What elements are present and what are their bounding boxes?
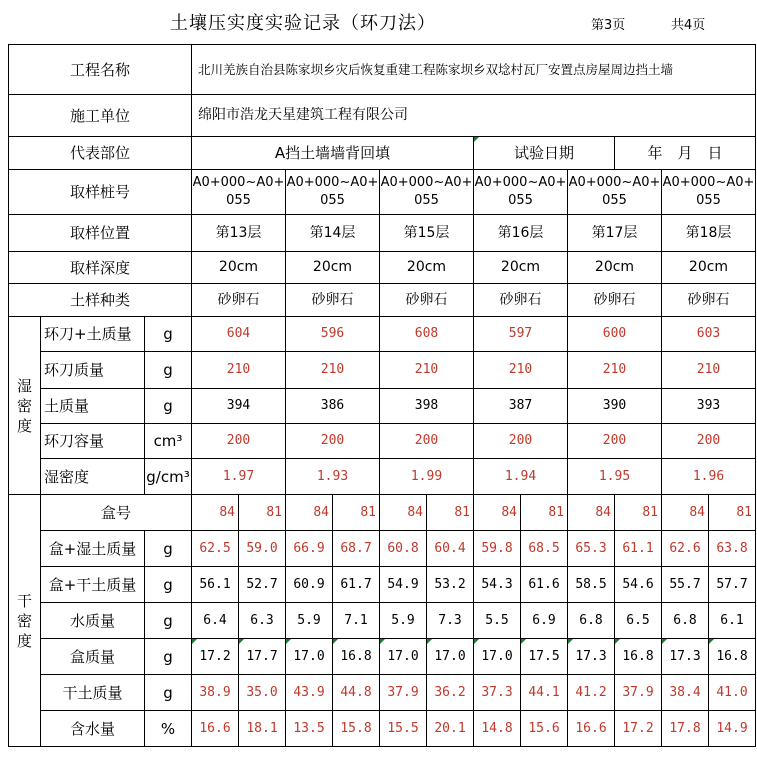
record-table (8, 44, 756, 747)
soil-cell: 砂卵石 (380, 284, 474, 317)
dry-value-cell: 52.7 (239, 567, 286, 603)
position-cell: 第14层 (286, 215, 380, 252)
box-number-cell: 81 (615, 495, 662, 531)
dry-value-cell: 54.6 (615, 567, 662, 603)
wet-density-group-label (9, 317, 41, 495)
dry-value-cell: 15.5 (380, 711, 427, 747)
wet-row (9, 424, 756, 459)
dry-row-unit: % (145, 711, 192, 747)
dry-row-label: 盒质量 (41, 639, 145, 675)
dry-row (9, 711, 756, 747)
dry-value-cell: 59.0 (239, 531, 286, 567)
dry-row-unit: g (145, 639, 192, 675)
wet-row-unit: g (145, 389, 192, 424)
dry-value-cell: 16.6 (192, 711, 239, 747)
box-number-cell: 84 (380, 495, 427, 531)
box-number-cell: 84 (568, 495, 615, 531)
wet-value-cell: 1.96 (662, 459, 756, 495)
box-number-label: 盒号 (41, 495, 192, 531)
position-cell: 第15层 (380, 215, 474, 252)
dry-value-cell: 16.6 (568, 711, 615, 747)
sheet-title: 土壤压实度实验记录（环刀法） (170, 13, 436, 34)
contractor-label: 施工单位 (9, 95, 192, 137)
soil-cell: 砂卵石 (286, 284, 380, 317)
dry-value-cell: 41.2 (568, 675, 615, 711)
part-value: A挡土墙墙背回填 (192, 137, 474, 170)
wet-value-cell: 210 (474, 352, 568, 389)
depth-cell: 20cm (192, 252, 286, 284)
date-value: 年 月 日 (615, 137, 756, 170)
dry-value-cell: 38.9 (192, 675, 239, 711)
box-number-cell: 84 (286, 495, 333, 531)
soil-cell: 砂卵石 (568, 284, 662, 317)
dry-row-label: 水质量 (41, 603, 145, 639)
dry-value-cell: 65.3 (568, 531, 615, 567)
dry-value-cell: 20.1 (427, 711, 474, 747)
dry-value-cell: 5.9 (380, 603, 427, 639)
wet-value-cell: 387 (474, 389, 568, 424)
project-value: 北川羌族自治县陈家坝乡灾后恢复重建工程陈家坝乡双埝村瓦厂安置点房屋周边挡土墙 (192, 45, 756, 95)
wet-value-cell: 210 (568, 352, 662, 389)
project-row (9, 45, 756, 95)
box-number-cell: 81 (239, 495, 286, 531)
dry-value-cell: 17.8 (662, 711, 709, 747)
depth-cell: 20cm (286, 252, 380, 284)
wet-value-cell: 600 (568, 317, 662, 352)
soil-cell: 砂卵石 (662, 284, 756, 317)
wet-row (9, 352, 756, 389)
wet-row-unit: cm³ (145, 424, 192, 459)
dry-value-cell: 68.7 (333, 531, 380, 567)
dry-value-cell: 17.5 (521, 639, 568, 675)
dry-value-cell: 60.4 (427, 531, 474, 567)
wet-value-cell: 210 (286, 352, 380, 389)
dry-row (9, 639, 756, 675)
dry-value-cell: 41.0 (709, 675, 756, 711)
depth-cell: 20cm (662, 252, 756, 284)
wet-value-cell: 200 (380, 424, 474, 459)
position-cell: 第17层 (568, 215, 662, 252)
dry-value-cell: 55.7 (662, 567, 709, 603)
contractor-row (9, 95, 756, 137)
dry-value-cell: 16.8 (615, 639, 662, 675)
dry-value-cell: 16.8 (709, 639, 756, 675)
dry-value-cell: 54.9 (380, 567, 427, 603)
page-number: 第3页 (591, 18, 626, 33)
stake-cell: A0+000~A0+055 (286, 170, 380, 215)
dry-value-cell: 6.4 (192, 603, 239, 639)
dry-value-cell: 60.8 (380, 531, 427, 567)
position-cell: 第18层 (662, 215, 756, 252)
depth-cell: 20cm (568, 252, 662, 284)
position-cell: 第16层 (474, 215, 568, 252)
dry-row-unit: g (145, 567, 192, 603)
wet-value-cell: 210 (380, 352, 474, 389)
dry-value-cell: 43.9 (286, 675, 333, 711)
dry-value-cell: 56.1 (192, 567, 239, 603)
dry-row-label: 含水量 (41, 711, 145, 747)
dry-value-cell: 62.5 (192, 531, 239, 567)
dry-value-cell: 36.2 (427, 675, 474, 711)
depth-label: 取样深度 (9, 252, 192, 284)
stake-cell: A0+000~A0+055 (568, 170, 662, 215)
stake-cell: A0+000~A0+055 (192, 170, 286, 215)
box-number-cell: 84 (474, 495, 521, 531)
dry-row-label: 干土质量 (41, 675, 145, 711)
dry-row-unit: g (145, 603, 192, 639)
dry-value-cell: 5.9 (286, 603, 333, 639)
stake-cell: A0+000~A0+055 (474, 170, 568, 215)
wet-value-cell: 604 (192, 317, 286, 352)
dry-row (9, 675, 756, 711)
wet-value-cell: 210 (662, 352, 756, 389)
dry-value-cell: 6.9 (521, 603, 568, 639)
dry-value-cell: 16.8 (333, 639, 380, 675)
wet-value-cell: 398 (380, 389, 474, 424)
box-number-row (9, 495, 756, 531)
wet-density-group-text: 湿密度 (16, 376, 32, 435)
wet-value-cell: 394 (192, 389, 286, 424)
dry-value-cell: 57.7 (709, 567, 756, 603)
dry-value-cell: 6.3 (239, 603, 286, 639)
wet-row-label: 湿密度 (41, 459, 145, 495)
position-row (9, 215, 756, 252)
dry-value-cell: 53.2 (427, 567, 474, 603)
dry-value-cell: 68.5 (521, 531, 568, 567)
box-number-cell: 81 (709, 495, 756, 531)
dry-value-cell: 37.9 (615, 675, 662, 711)
stake-label: 取样桩号 (9, 170, 192, 215)
dry-value-cell: 62.6 (662, 531, 709, 567)
wet-value-cell: 200 (568, 424, 662, 459)
dry-value-cell: 18.1 (239, 711, 286, 747)
dry-value-cell: 15.8 (333, 711, 380, 747)
dry-value-cell: 7.1 (333, 603, 380, 639)
wet-row-label: 土质量 (41, 389, 145, 424)
position-cell: 第13层 (192, 215, 286, 252)
stake-cell: A0+000~A0+055 (662, 170, 756, 215)
wet-value-cell: 1.95 (568, 459, 662, 495)
depth-row (9, 252, 756, 284)
wet-row-unit: g (145, 352, 192, 389)
date-label: 试验日期 (474, 137, 615, 170)
dry-value-cell: 17.2 (615, 711, 662, 747)
dry-value-cell: 66.9 (286, 531, 333, 567)
dry-value-cell: 7.3 (427, 603, 474, 639)
wet-row-unit: g/cm³ (145, 459, 192, 495)
soil-label: 土样种类 (9, 284, 192, 317)
dry-value-cell: 6.8 (568, 603, 615, 639)
dry-value-cell: 13.5 (286, 711, 333, 747)
dry-value-cell: 61.1 (615, 531, 662, 567)
dry-row-label: 盒+湿土质量 (41, 531, 145, 567)
dry-value-cell: 6.1 (709, 603, 756, 639)
wet-value-cell: 1.93 (286, 459, 380, 495)
wet-value-cell: 596 (286, 317, 380, 352)
wet-row-label: 环刀容量 (41, 424, 145, 459)
box-number-cell: 84 (662, 495, 709, 531)
page-total: 共4页 (671, 18, 706, 33)
box-number-cell: 81 (427, 495, 474, 531)
dry-value-cell: 37.9 (380, 675, 427, 711)
dry-value-cell: 63.8 (709, 531, 756, 567)
wet-value-cell: 200 (192, 424, 286, 459)
wet-row-unit: g (145, 317, 192, 352)
dry-row (9, 531, 756, 567)
dry-value-cell: 61.7 (333, 567, 380, 603)
dry-density-group-text: 干密度 (16, 591, 32, 650)
dry-density-group-label (9, 495, 41, 747)
dry-value-cell: 14.9 (709, 711, 756, 747)
dry-row-unit: g (145, 675, 192, 711)
wet-value-cell: 390 (568, 389, 662, 424)
position-label: 取样位置 (9, 215, 192, 252)
part-row (9, 137, 756, 170)
dry-value-cell: 15.6 (521, 711, 568, 747)
stake-row (9, 170, 756, 215)
box-number-cell: 81 (333, 495, 380, 531)
soil-row (9, 284, 756, 317)
part-label: 代表部位 (9, 137, 192, 170)
wet-value-cell: 210 (192, 352, 286, 389)
wet-row-label: 环刀+土质量 (41, 317, 145, 352)
dry-value-cell: 58.5 (568, 567, 615, 603)
contractor-value: 绵阳市浩龙天星建筑工程有限公司 (192, 95, 756, 137)
dry-value-cell: 37.3 (474, 675, 521, 711)
project-label: 工程名称 (9, 45, 192, 95)
dry-value-cell: 17.0 (380, 639, 427, 675)
dry-value-cell: 17.3 (568, 639, 615, 675)
wet-value-cell: 200 (474, 424, 568, 459)
dry-value-cell: 54.3 (474, 567, 521, 603)
depth-cell: 20cm (380, 252, 474, 284)
wet-value-cell: 386 (286, 389, 380, 424)
wet-value-cell: 1.97 (192, 459, 286, 495)
dry-value-cell: 59.8 (474, 531, 521, 567)
soil-cell: 砂卵石 (192, 284, 286, 317)
wet-row-label: 环刀质量 (41, 352, 145, 389)
soil-cell: 砂卵石 (474, 284, 568, 317)
dry-row-unit: g (145, 531, 192, 567)
depth-cell: 20cm (474, 252, 568, 284)
dry-value-cell: 17.3 (662, 639, 709, 675)
dry-value-cell: 44.1 (521, 675, 568, 711)
dry-value-cell: 35.0 (239, 675, 286, 711)
title-bar (0, 0, 757, 44)
dry-value-cell: 60.9 (286, 567, 333, 603)
dry-row (9, 567, 756, 603)
dry-value-cell: 6.8 (662, 603, 709, 639)
wet-value-cell: 393 (662, 389, 756, 424)
wet-row (9, 389, 756, 424)
wet-value-cell: 597 (474, 317, 568, 352)
dry-value-cell: 44.8 (333, 675, 380, 711)
dry-value-cell: 17.2 (192, 639, 239, 675)
dry-row-label: 盒+干土质量 (41, 567, 145, 603)
dry-row (9, 603, 756, 639)
dry-value-cell: 17.0 (427, 639, 474, 675)
box-number-cell: 81 (521, 495, 568, 531)
stake-cell: A0+000~A0+055 (380, 170, 474, 215)
wet-value-cell: 200 (662, 424, 756, 459)
dry-value-cell: 5.5 (474, 603, 521, 639)
dry-value-cell: 6.5 (615, 603, 662, 639)
box-number-cell: 84 (192, 495, 239, 531)
wet-row (9, 459, 756, 495)
wet-row (9, 317, 756, 352)
wet-value-cell: 603 (662, 317, 756, 352)
dry-value-cell: 61.6 (521, 567, 568, 603)
dry-value-cell: 38.4 (662, 675, 709, 711)
dry-value-cell: 14.8 (474, 711, 521, 747)
dry-value-cell: 17.0 (474, 639, 521, 675)
dry-value-cell: 17.0 (286, 639, 333, 675)
wet-value-cell: 200 (286, 424, 380, 459)
wet-value-cell: 608 (380, 317, 474, 352)
dry-value-cell: 17.7 (239, 639, 286, 675)
wet-value-cell: 1.94 (474, 459, 568, 495)
wet-value-cell: 1.99 (380, 459, 474, 495)
